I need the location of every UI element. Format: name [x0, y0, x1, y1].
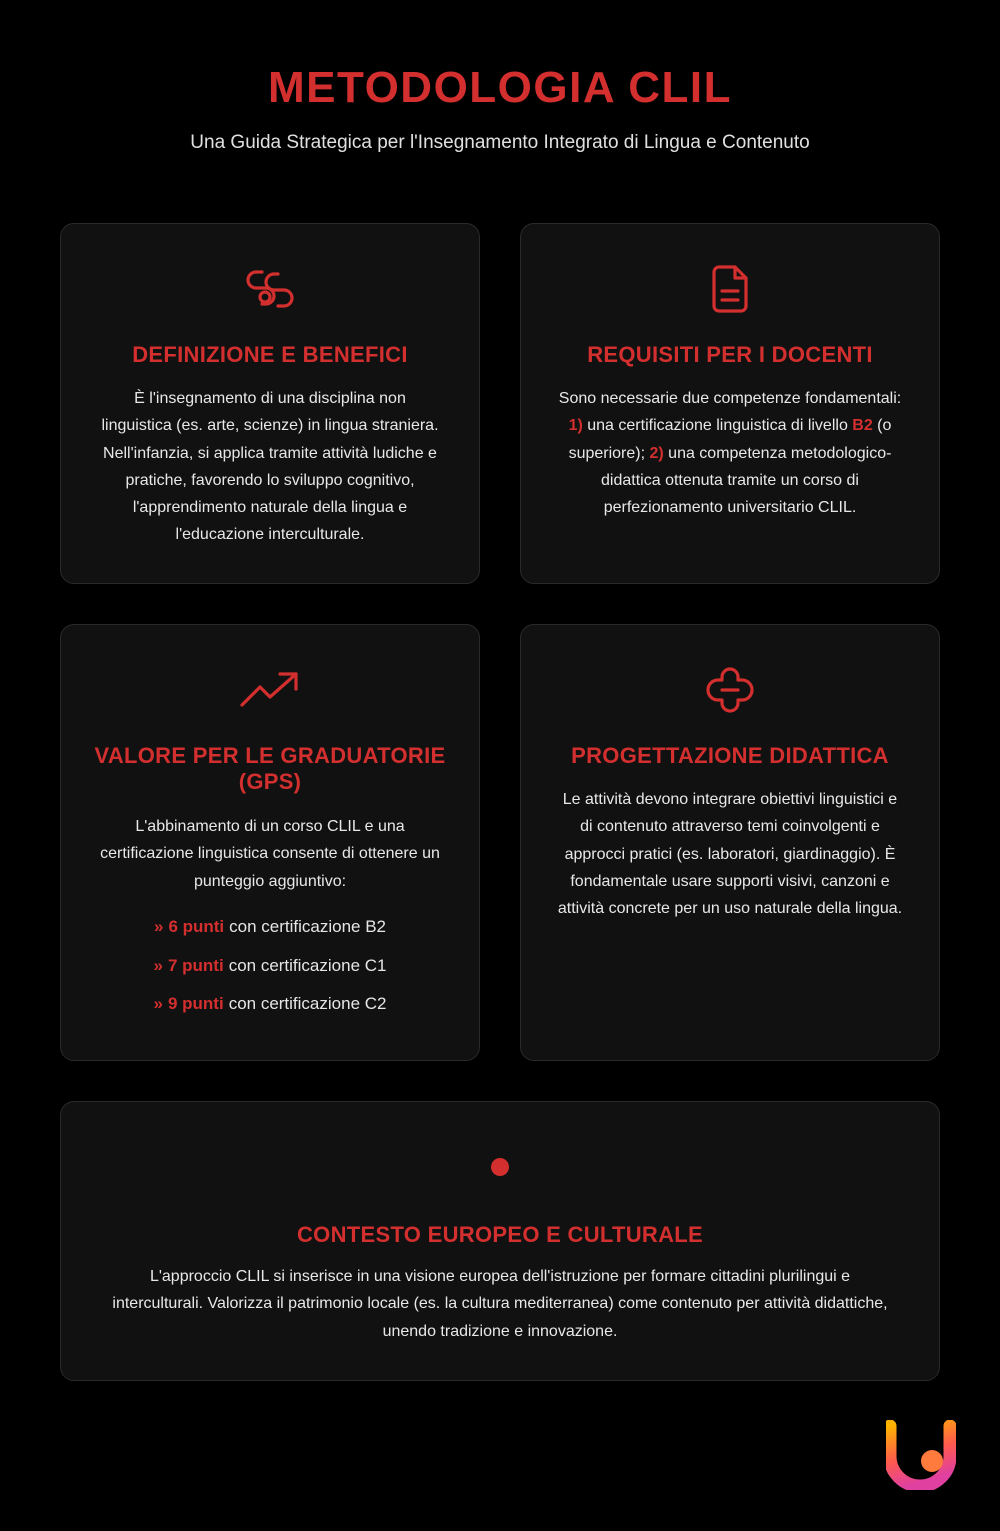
double-chevron-icon: »: [153, 917, 161, 937]
text-segment: (o superiore);: [568, 417, 892, 462]
double-chevron-icon: »: [153, 994, 160, 1014]
card-progettazione: [520, 624, 940, 1061]
card-text: L'approccio CLIL si inserisce in una visione europea dell'istruzione per formare cittadini plurilingui e interculturali. Valorizza il patrimonio locale (es. la cultura mediterranea) come contenuto per attività didattiche, unendo tradizione e innovazione.: [112, 1268, 888, 1340]
puzzle-icon: [521, 665, 939, 715]
points-list: [61, 908, 479, 1024]
card-title: CONTESTO EUROPEO E CULTURALE: [296, 1222, 704, 1247]
highlight-number: 1): [568, 417, 583, 435]
page-header: [0, 60, 1000, 156]
dot-icon: [61, 1142, 939, 1192]
highlight-number: 2): [649, 444, 664, 462]
card-text: [557, 385, 903, 521]
double-chevron-icon: »: [153, 955, 160, 975]
page-subtitle: Una Guida Strategica per l'Insegnamento Integrato di Lingua e Contenuto: [190, 132, 810, 153]
highlight-level: B2: [852, 417, 873, 435]
card-title: DEFINIZIONE E BENEFICI: [132, 342, 408, 367]
infinity-link-icon: [61, 264, 479, 314]
card-title: VALORE PER LE GRADUATORIE (GPS): [94, 743, 446, 794]
list-item: [61, 947, 479, 986]
card-contesto: [60, 1101, 940, 1381]
card-definizione: [60, 223, 480, 584]
points-text: con certificazione C2: [228, 994, 387, 1014]
text-segment: una certificazione linguistica di livello: [582, 417, 853, 435]
document-icon: [521, 264, 939, 314]
card-text: L'abbinamento di un corso CLIL e una certificazione linguistica consente di ottenere un punteggio aggiuntivo:: [100, 818, 440, 890]
card-text: Le attività devono integrare obiettivi linguistici e di contenuto attraverso temi coinvolgenti e approcci pratici (es. laboratori, giardinaggio). È fondamentale usare supporti visivi, canzoni e attività concrete per un uso naturale della lingua.: [557, 791, 903, 918]
card-title: REQUISITI PER I DOCENTI: [587, 342, 873, 367]
text-segment: una competenza metodologico-didattica ottenuta tramite un corso di perfezionamento universitario CLIL.: [601, 444, 892, 517]
trending-up-icon: [61, 665, 479, 715]
card-requisiti: [520, 223, 940, 584]
points-text: con certificazione C1: [228, 955, 387, 975]
list-item: [61, 985, 479, 1024]
points-value: 7 punti: [167, 955, 224, 975]
card-title: PROGETTAZIONE DIDATTICA: [571, 743, 889, 768]
page-title: METODOLOGIA CLIL: [268, 63, 732, 112]
points-text: con certificazione B2: [229, 917, 387, 937]
points-value: 6 punti: [168, 917, 225, 937]
text-segment: Sono necessarie due competenze fondamentali:: [558, 390, 902, 407]
brand-logo-icon: [886, 1420, 956, 1490]
card-text: È l'insegnamento di una disciplina non linguistica (es. arte, scienze) in lingua straniera. Nell'infanzia, si applica tramite attività ludiche e pratiche, favorendo lo sviluppo cognitivo, l'apprendimento naturale della lingua e l'educazione interculturale.: [101, 390, 439, 544]
card-valore-gps: [60, 624, 480, 1061]
list-item: [61, 908, 479, 947]
points-value: 9 punti: [167, 994, 224, 1014]
